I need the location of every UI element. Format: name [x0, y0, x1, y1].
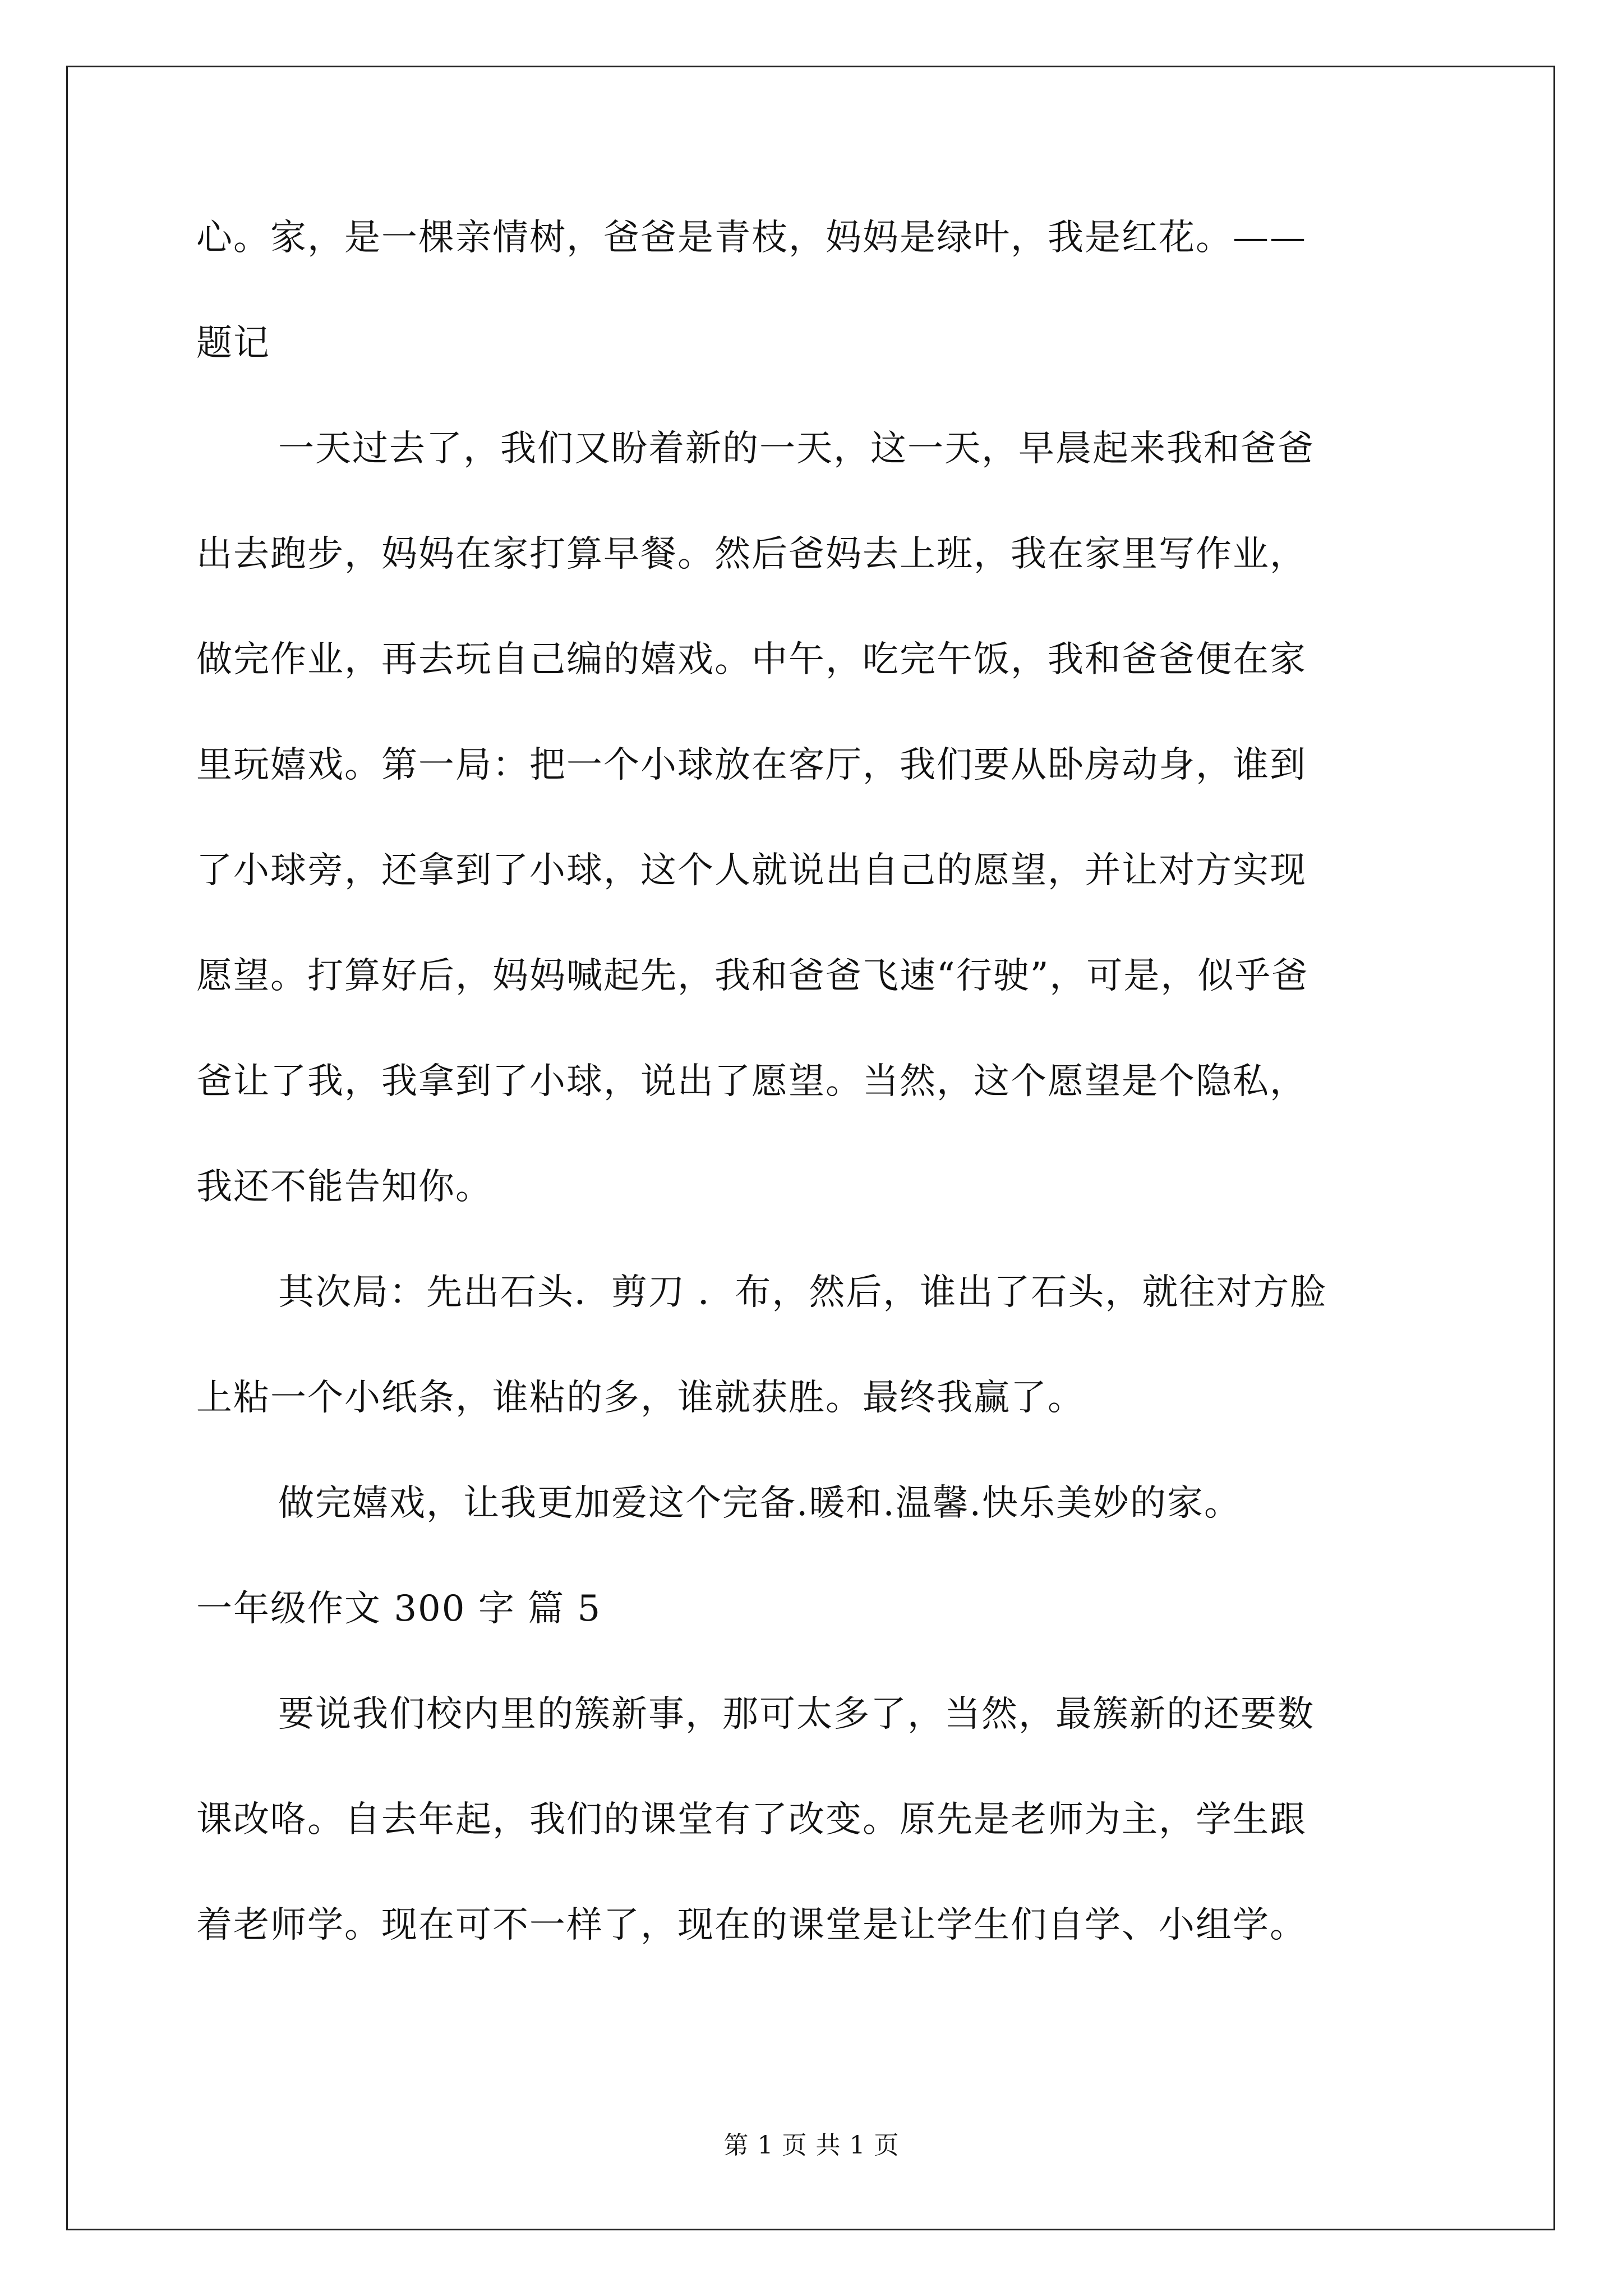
page-number-footer: 第 1 页 共 1 页	[723, 2131, 900, 2160]
text-line: 出去跑步，妈妈在家打算早餐。然后爸妈去上班，我在家里写作业，	[196, 533, 1307, 575]
text-line: 做完作业，再去玩自己编的嬉戏。中午，吃完午饭，我和爸爸便在家	[196, 639, 1307, 680]
text-line: 心。家，是一棵亲情树，爸爸是青枝，妈妈是绿叶，我是红花。——	[196, 217, 1307, 259]
text-line: 上粘一个小纸条，谁粘的多，谁就获胜。最终我赢了。	[196, 1377, 1085, 1419]
text-line: 我还不能告知你。	[196, 1166, 492, 1208]
paragraph-start-line: 要说我们校内里的簇新事，那可太多了，当然，最簇新的还要数	[278, 1694, 1315, 1735]
text-line: 了小球旁，还拿到了小球，这个人就说出自己的愿望，并让对方实现	[196, 850, 1307, 891]
paragraph-start-line: 其次局：先出石头．剪刀 ．布，然后，谁出了石头，就往对方脸	[278, 1272, 1327, 1313]
text-line: 课改咯。自去年起，我们的课堂有了改变。原先是老师为主，学生跟	[196, 1799, 1307, 1841]
text-line: 里玩嬉戏。第一局：把一个小球放在客厅，我们要从卧房动身，谁到	[196, 744, 1307, 786]
paragraph-start-line: 做完嬉戏，让我更加爱这个完备.暖和.温馨.快乐美妙的家。	[278, 1483, 1242, 1524]
text-line: 爸让了我，我拿到了小球，说出了愿望。当然，这个愿望是个隐私，	[196, 1061, 1307, 1102]
text-line: 着老师学。现在可不一样了，现在的课堂是让学生们自学、小组学。	[196, 1904, 1307, 1946]
section-heading: 一年级作文 300 字 篇 5	[196, 1588, 602, 1630]
document-body	[196, 185, 1430, 1978]
paragraph-start-line: 一天过去了，我们又盼着新的一天，这一天，早晨起来我和爸爸	[278, 428, 1315, 470]
text-line: 题记	[196, 323, 270, 364]
text-line: 愿望。打算好后，妈妈喊起先，我和爸爸飞速“行驶”，可是，似乎爸	[196, 955, 1309, 997]
